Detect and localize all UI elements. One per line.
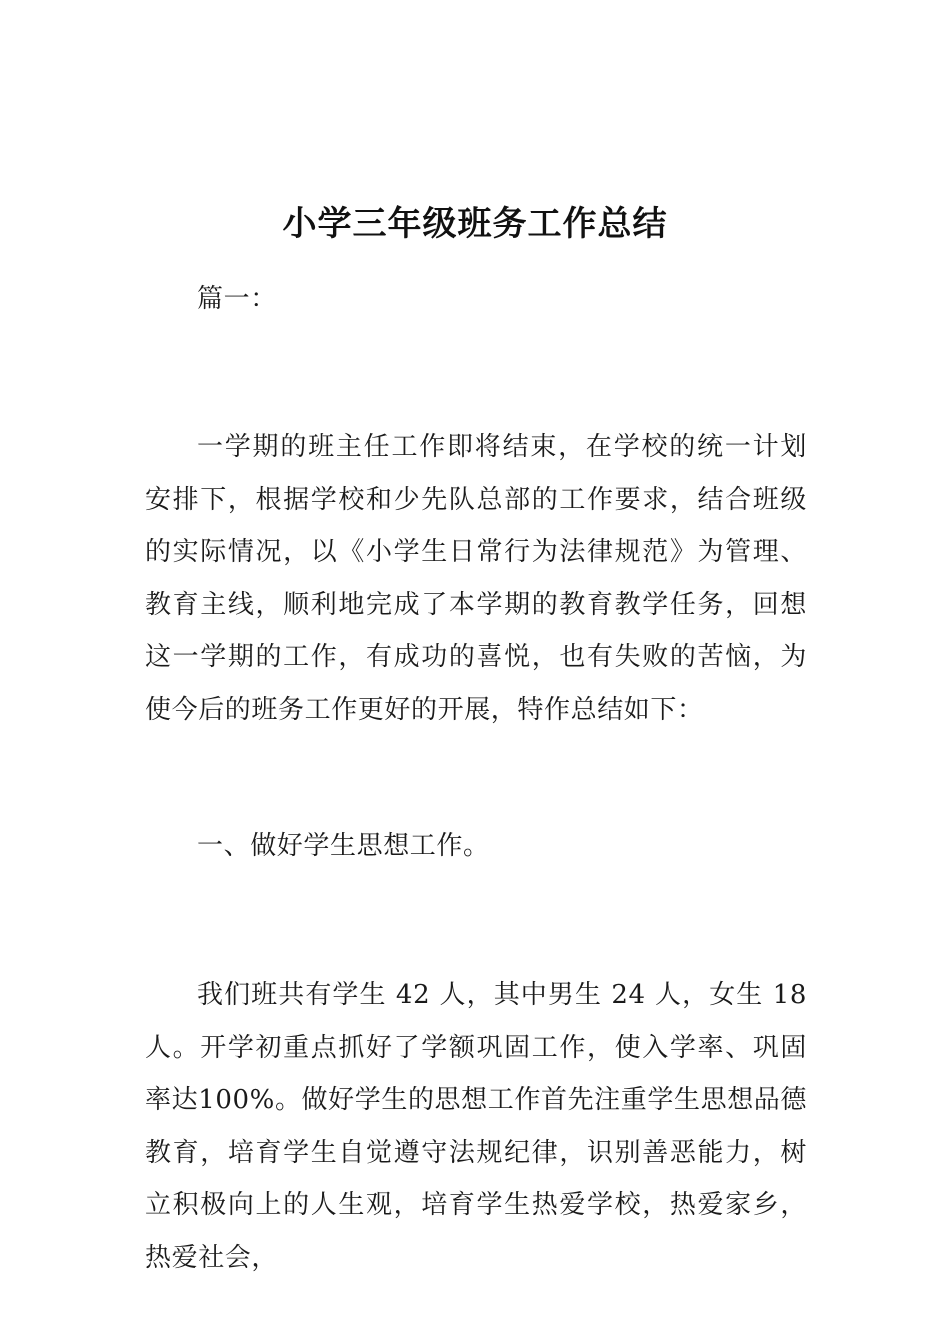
section-label: 篇一： [197, 284, 277, 314]
intro-paragraph: 一学期的班主任工作即将结束，在学校的统一计划安排下，根据学校和少先队总部的工作要求，结合班级的实际情况，以《小学生日常行为法律规范》为管理、教育主线，顺利地完成了本学期的教育教学任务，回想这一学期的工作，有成功的喜悦，也有失败的苦恼，为使今后的班务工作更好的开展，特作总结如下： [145, 432, 807, 725]
document-title: 小学三年级班务工作总结 [282, 203, 668, 244]
body-paragraph: 我们班共有学生 42 人，其中男生 24 人，女生 18 人。开学初重点抓好了学额巩固工作，使入学率、巩固率达100%。做好学生的思想工作首先注重学生思想品德教育，培育学生自觉遵守法规纪律，识别善恶能力，树立积极向上的人生观，培育学生热爱学校，热爱家乡，热爱社会， [145, 980, 807, 1273]
section-heading: 一、做好学生思想工作。 [197, 831, 490, 861]
